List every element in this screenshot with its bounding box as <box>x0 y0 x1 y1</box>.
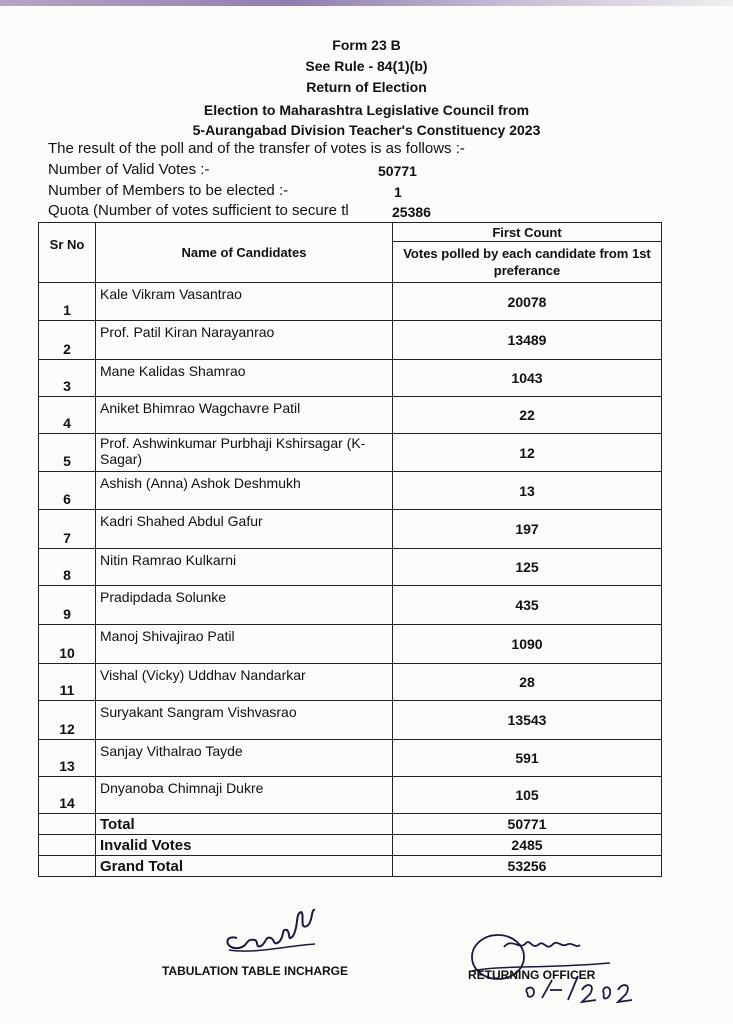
sr-no-cell: 7 <box>39 510 96 549</box>
votes-cell: 12 <box>393 434 662 472</box>
sr-no-cell: 11 <box>39 664 96 701</box>
table-row <box>39 740 662 777</box>
form-number: Form 23 B <box>332 37 401 53</box>
votes-cell: 591 <box>393 740 662 777</box>
candidate-name-cell: Kale Vikram Vasantrao <box>96 283 393 321</box>
candidate-name-cell: Nitin Ramrao Kulkarni <box>96 549 393 586</box>
header-row <box>39 223 662 242</box>
sr-no-cell: 6 <box>39 472 96 510</box>
candidate-name-cell: Prof. Ashwinkumar Purbhaji Kshirsagar (K-Sagar) <box>96 434 393 472</box>
table-row <box>39 586 662 625</box>
first-count-header: First Count <box>393 223 662 242</box>
sr-no-cell: 12 <box>39 701 96 740</box>
sr-no-cell: 8 <box>39 549 96 586</box>
candidate-name-cell: Kadri Shahed Abdul Gafur <box>96 510 393 549</box>
quota-value: 25386 <box>392 204 431 220</box>
candidate-name-cell: Dnyanoba Chimnaji Dukre <box>96 777 393 814</box>
votes-cell: 22 <box>393 397 662 434</box>
votes-cell: 1090 <box>393 625 662 664</box>
invalid-label: Invalid Votes <box>96 835 393 856</box>
table-row <box>39 321 662 360</box>
sr-no-cell: 2 <box>39 321 96 360</box>
table-row <box>39 701 662 740</box>
tabulation-signature <box>215 900 335 960</box>
table-row <box>39 664 662 701</box>
table-row <box>39 625 662 664</box>
total-row <box>39 814 662 835</box>
table-row <box>39 549 662 586</box>
page-top-edge <box>0 0 733 6</box>
sr-no-cell: 14 <box>39 777 96 814</box>
candidate-name-cell: Ashish (Anna) Ashok Deshmukh <box>96 472 393 510</box>
total-label: Total <box>96 814 393 835</box>
sr-no-cell: 13 <box>39 740 96 777</box>
result-intro: The result of the poll and of the transfer of votes is as follows :- <box>48 140 465 157</box>
results-table <box>38 222 662 877</box>
votes-cell: 197 <box>393 510 662 549</box>
sr-no-cell: 4 <box>39 397 96 434</box>
invalid-row <box>39 835 662 856</box>
candidate-name-cell: Manoj Shivajirao Patil <box>96 625 393 664</box>
table-row <box>39 777 662 814</box>
votes-cell: 125 <box>393 549 662 586</box>
document-title: Return of Election <box>306 79 427 95</box>
grand-sr-cell <box>39 856 96 877</box>
signature-date <box>520 968 640 1012</box>
sr-no-cell: 3 <box>39 360 96 397</box>
valid-votes-label: Number of Valid Votes :- <box>48 161 210 178</box>
invalid-sr-cell <box>39 835 96 856</box>
valid-votes-value: 50771 <box>378 163 417 179</box>
sr-no-cell: 1 <box>39 283 96 321</box>
candidate-name-cell: Vishal (Vicky) Uddhav Nandarkar <box>96 664 393 701</box>
votes-cell: 13543 <box>393 701 662 740</box>
candidate-name-cell: Prof. Patil Kiran Narayanrao <box>96 321 393 360</box>
tabulation-label: TABULATION TABLE INCHARGE <box>162 964 348 978</box>
sr-no-cell: 5 <box>39 434 96 472</box>
sr-no-header: Sr No <box>39 223 96 283</box>
votes-cell: 105 <box>393 777 662 814</box>
votes-cell: 28 <box>393 664 662 701</box>
sr-no-cell: 10 <box>39 625 96 664</box>
votes-cell: 435 <box>393 586 662 625</box>
invalid-value: 2485 <box>393 835 662 856</box>
election-line-2: 5-Aurangabad Division Teacher's Constituency 2023 <box>192 122 541 138</box>
returning-officer-label: RETURNING OFFICER <box>468 968 596 982</box>
grand-total-label: Grand Total <box>96 856 393 877</box>
table-row <box>39 283 662 321</box>
members-value: 1 <box>394 184 402 200</box>
candidate-name-cell: Aniket Bhimrao Wagchavre Patil <box>96 397 393 434</box>
candidate-name-cell: Mane Kalidas Shamrao <box>96 360 393 397</box>
total-value: 50771 <box>393 814 662 835</box>
table-row <box>39 510 662 549</box>
sr-no-cell: 9 <box>39 586 96 625</box>
table-row <box>39 397 662 434</box>
rule-reference: See Rule - 84(1)(b) <box>305 58 428 74</box>
candidate-name-cell: Suryakant Sangram Vishvasrao <box>96 701 393 740</box>
grand-total-row <box>39 856 662 877</box>
votes-cell: 13489 <box>393 321 662 360</box>
table-row <box>39 434 662 472</box>
total-sr-cell <box>39 814 96 835</box>
candidate-name-cell: Pradipdada Solunke <box>96 586 393 625</box>
votes-cell: 20078 <box>393 283 662 321</box>
grand-total-value: 53256 <box>393 856 662 877</box>
members-label: Number of Members to be elected :- <box>48 182 289 199</box>
votes-polled-header: Votes polled by each candidate from 1st preferance <box>393 242 662 283</box>
table-row <box>39 360 662 397</box>
quota-label: Quota (Number of votes sufficient to secure tl <box>48 202 349 219</box>
candidate-name-cell: Sanjay Vithalrao Tayde <box>96 740 393 777</box>
votes-cell: 13 <box>393 472 662 510</box>
election-line-1: Election to Maharashtra Legislative Council from <box>203 102 530 118</box>
candidate-name-header: Name of Candidates <box>96 223 393 283</box>
table-row <box>39 472 662 510</box>
votes-cell: 1043 <box>393 360 662 397</box>
